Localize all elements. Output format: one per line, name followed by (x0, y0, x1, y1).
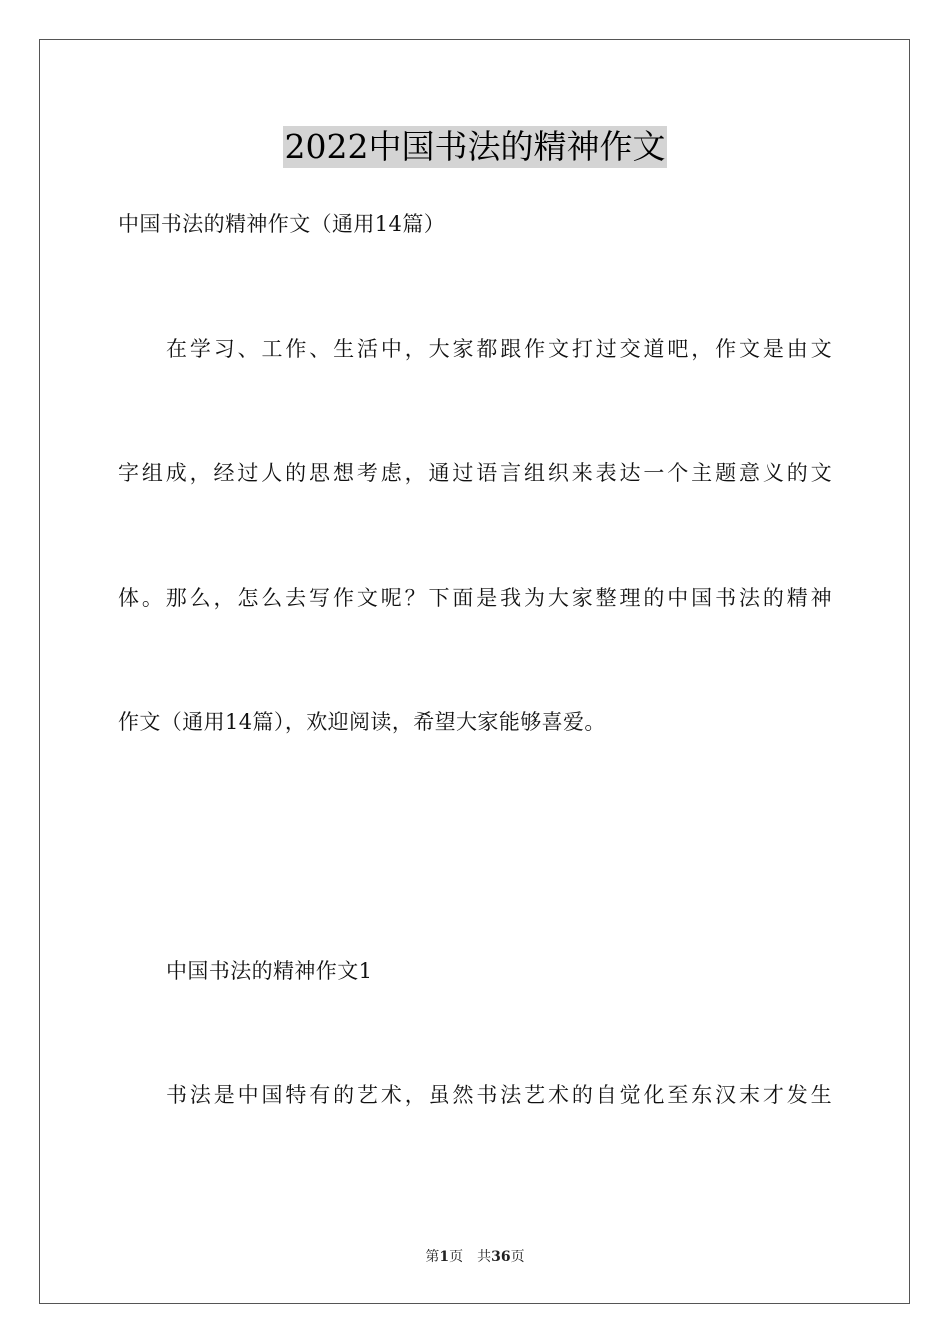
section-heading: 中国书法的精神作文1 (166, 959, 373, 983)
footer-page-prefix: 第 (425, 1249, 440, 1265)
body-line-1: 书法是中国特有的艺术，虽然书法艺术的自觉化至东汉末才发生 (166, 1083, 832, 1107)
footer-page-suffix: 页 (449, 1249, 464, 1265)
intro-line-4: 作文（通用14篇），欢迎阅读，希望大家能够喜爱。 (118, 710, 606, 734)
intro-line-2: 字组成，经过人的思想考虑，通过语言组织来表达一个主题意义的文 (118, 461, 832, 485)
title-container (0, 126, 950, 168)
page-footer (0, 1248, 950, 1266)
intro-line-3: 体。那么，怎么去写作文呢？下面是我为大家整理的中国书法的精神 (118, 586, 832, 610)
footer-total-suffix: 页 (510, 1249, 525, 1265)
intro-line-1: 在学习、工作、生活中，大家都跟作文打过交道吧，作文是由文 (166, 337, 832, 361)
footer-total-pages: 36 (491, 1249, 511, 1265)
footer-total-prefix: 共 (477, 1249, 492, 1265)
document-title: 2022中国书法的精神作文 (284, 127, 666, 166)
footer-page-number: 1 (439, 1249, 450, 1265)
document-subtitle: 中国书法的精神作文（通用14篇） (118, 212, 446, 236)
